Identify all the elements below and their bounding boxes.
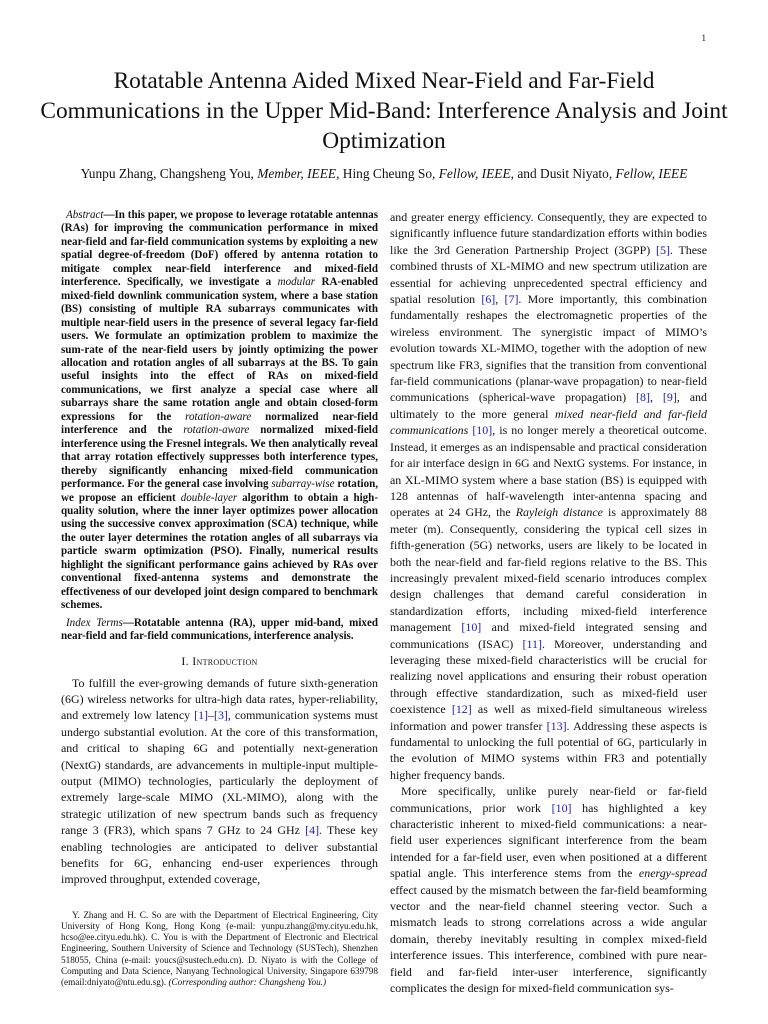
paragraph-text: effect caused by the mismatch between the far-field beamforming vector and the near-field channel steering vector. Such a mismatch leads to strong correlations across a wide angular domain, thereby inevitably resulting in complex mixed-field interference issues. This interference, combined with pure near-field and far-field inter-user interference, significantly complicates the design for mixed-field communication sys- [390,882,707,996]
abstract-text: algorithm to obtain a high-quality solution, where the inner layer optimizes power allocation using the successive convex approximation (SCA) technique, while the outer layer determines the rotation angles of all subarrays via particle swarm optimization (PSO). Finally, numerical results highlight the significant performance gains achieved by RAs over conventional fixed-antenna systems and demonstrate the effectiveness of our developed joint design compared to benchmark schemes. [61,491,379,612]
paragraph-text: . These combined thrusts of XL-MIMO and new spectrum utilization are essential for achieving unprecedented spectral efficiency and spatial resolution [390,242,707,307]
paragraph-text: and greater energy efficiency. Consequently, they are expected to significantly influence future standardization efforts within bodies like the 3rd Generation Partnership Project (3GPP) [390,210,707,257]
author-role-2: Fellow, IEEE [438,166,511,181]
abstract [61,209,378,613]
citation-link[interactable]: [8] [636,390,650,405]
paragraph-text: , communication systems must undergo substantial evolution. At the core of this transformation, and critical to shaping 6G and potentially next-generation (NextG) standards, are advancements in multiple-input multiple-output (MIMO) technologies, particularly the deployment of extremely large-scale MIMO (XL-MIMO), along with the strategic utilization of new spectrum bands such as frequency range 3 (FR3), which spans 7 GHz to 24 GHz [61,708,378,838]
paragraph-text: , [649,390,663,405]
footnote-emphasis: (Corresponding author: Changsheng You.) [168,977,327,987]
citation-link[interactable]: [10] [551,800,572,815]
citation-link[interactable]: [7] [504,292,519,307]
abstract-text: normalized near-field interference and the [61,410,379,437]
section-heading [61,654,378,669]
abstract-text: —In this paper, we propose to leverage rotatable antennas (RAs) for improving the communication performance in mixed near-field and far-field communication systems by exploiting a new spatial degree-of-freedom (DoF) offered by antenna rotation to mitigate complex near-field interference and mixed-field interference. Specifically, we investigate a [61,209,378,289]
index-terms [61,617,378,644]
paragraph-text: More specifically, unlike purely near-field or far-field communications, prior work [390,784,707,815]
abstract-emphasis: subarray-wise [271,478,335,491]
body-paragraph [390,783,707,996]
right-column [390,209,707,997]
author-names-3: , and Dusit Niyato, [510,166,616,181]
paragraph-text: To fulfill the ever-growing demands of future sixth-generation (6G) wireless networks for ultra-high data rates, hyper-reliability, and extremely low latency [61,675,378,723]
paragraph-text: – [208,708,214,723]
abstract-label: Abstract [66,209,104,221]
citation-link[interactable]: [6] [481,292,496,307]
author-line [40,165,728,182]
footnote-separator [61,888,378,910]
intro-paragraph [61,675,378,888]
body-paragraph [390,209,707,783]
paragraph-emphasis: mixed near-field and far-field communications [390,406,707,438]
abstract-emphasis: double-layer [180,491,238,504]
index-terms-label: Index Terms [66,616,123,629]
citation-link[interactable]: [10] [472,423,493,438]
citation-link[interactable]: [13] [546,718,567,733]
index-terms-text: —Rotatable antenna (RA), upper mid-band, mixed near-field and far-field communications, interference analysis. [61,616,379,643]
author-names-2: , Hing Cheung So, [336,166,439,181]
page-number: 1 [701,33,706,43]
abstract-text: rotation, we propose an efficient [61,478,378,504]
abstract-emphasis: modular [277,276,316,289]
citation-link[interactable]: [11] [522,636,542,651]
footnote-text: Y. Zhang and H. C. So are with the Department of Electrical Engineering, City University of Hong Kong, Hong Kong (e-mail: yunpu.zhang@my.cityu.edu.hk, hcso@ee.cityu.edu.hk). C. You is with the Department of Electronic and Electrical Engineering, Southern University of Science and Technology (SUSTech), Shenzhen 518055, China (e-mail: youcs@sustech.edu.cn). D. Niyato is with the College of Computing and Data Science, Nanyang Technological University, Singapore 639798 (email:dniyato@ntu.edu.sg). [61,909,378,987]
paragraph-text: and mixed-field integrated sensing and communications (ISAC) [390,620,707,651]
paragraph-text: . More importantly, this combination fundamentally reshapes the electromagnetic properties of the wireless environment. The synergistic impact of MIMO’s evolution towards XL-MIMO, together with the adoption of new spectrum like FR3, signifies that the transition from conventional far-field communications (planar-wave propagation) to near-field communications (spherical-wave propagation) [390,292,707,405]
paragraph-emphasis: energy-spread [638,866,707,881]
paragraph-text: as well as mixed-field simultaneous wireless information and power transfer [390,702,707,733]
paragraph-emphasis: Rayleigh distance [515,505,603,520]
paragraph-text: , [495,292,505,307]
author-role-1: Member, IEEE [257,166,337,181]
abstract-text: normalized mixed-field interference using the Fresnel integrals. We then analytically reveal that array rotation effectively suppresses both interference types, thereby significantly enhancing mixed-field communication performance. For the general case involving [61,424,378,491]
citation-link[interactable]: [3] [213,708,228,723]
citation-link[interactable]: [5] [656,242,670,257]
paragraph-text: has highlighted a key characteristic inherent to mixed-field communications: a near-field user experiences significant interference from the beam intended for a far-field user, even when positioned at a different spatial angle. This interference stems from the [390,800,707,881]
citation-link[interactable]: [9] [662,390,677,405]
paragraph-text: is approximately 88 meter (m). Consequently, considering the typical cell sizes in fifth-generation (5G) networks, users are likely to be located in both the near-field and far-field regions relative to the BS. This increasingly prevalent mixed-field scenario introduces complex design challenges that demand careful consideration in standardization efforts, including mixed-field interference management [390,505,707,635]
paragraph-text: . Addressing these aspects is fundamental to unlocking the full potential of 6G, particularly in the evolution of MIMO systems within FR3 and potentially higher frequency bands. [390,718,707,782]
paper-title: Rotatable Antenna Aided Mixed Near-Field and Far-Field Communications in the Upper Mid-Band: Interference Analysis and Joint Optimization [40,68,728,154]
section-title: Introduction [192,653,258,668]
abstract-emphasis: rotation-aware [183,424,250,437]
citation-link[interactable]: [4] [305,823,320,838]
citation-link[interactable]: [12] [451,702,472,717]
citation-link[interactable]: [1] [194,708,209,723]
section-number: I. [181,653,189,668]
abstract-text: RA-enabled mixed-field downlink communication system, where a base station (BS) consisting of multiple RA subarrays communicates with multiple near-field users in the presence of several legacy far-field users. We formulate an optimization problem to maximize the sum-rate of the near-field users by jointly optimizing the power allocation and rotation angles of all subarrays at the BS. To gain useful insights into the effect of RAs on mixed-field communications, we first analyze a special case where all subarrays share the same rotation angle and obtain closed-form expressions for the [61,276,378,423]
author-role-3: Fellow, IEEE [615,166,688,181]
abstract-emphasis: rotation-aware [185,410,252,423]
paragraph-text: . Moreover, understanding and leveraging these mixed-field characteristics will be crucial for realizing novel applications and ensuring their robust operation through effective standardization, such as mixed-field user coexistence [390,636,707,717]
author-names-1: Yunpu Zhang, Changsheng You, [80,166,258,181]
author-footnote [61,910,378,988]
left-column [61,209,378,988]
paragraph-text: . These key enabling technologies are anticipated to deliver substantial benefits for 6G, enhancing end-user experiences through improved throughput, extended coverage, [61,823,378,887]
paragraph-text: , and ultimately to the more general [390,390,707,421]
citation-link[interactable]: [10] [461,620,482,635]
paragraph-text: , is no longer merely a theoretical outcome. Instead, it emerges as an indispensable and practical consideration for air interface design in 6G and NextG systems. For instance, in an XL-MIMO system where a base station (BS) is equipped with 128 antennas of half-wavelength inter-antenna spacing and operates at 24 GHz, the [390,423,707,520]
